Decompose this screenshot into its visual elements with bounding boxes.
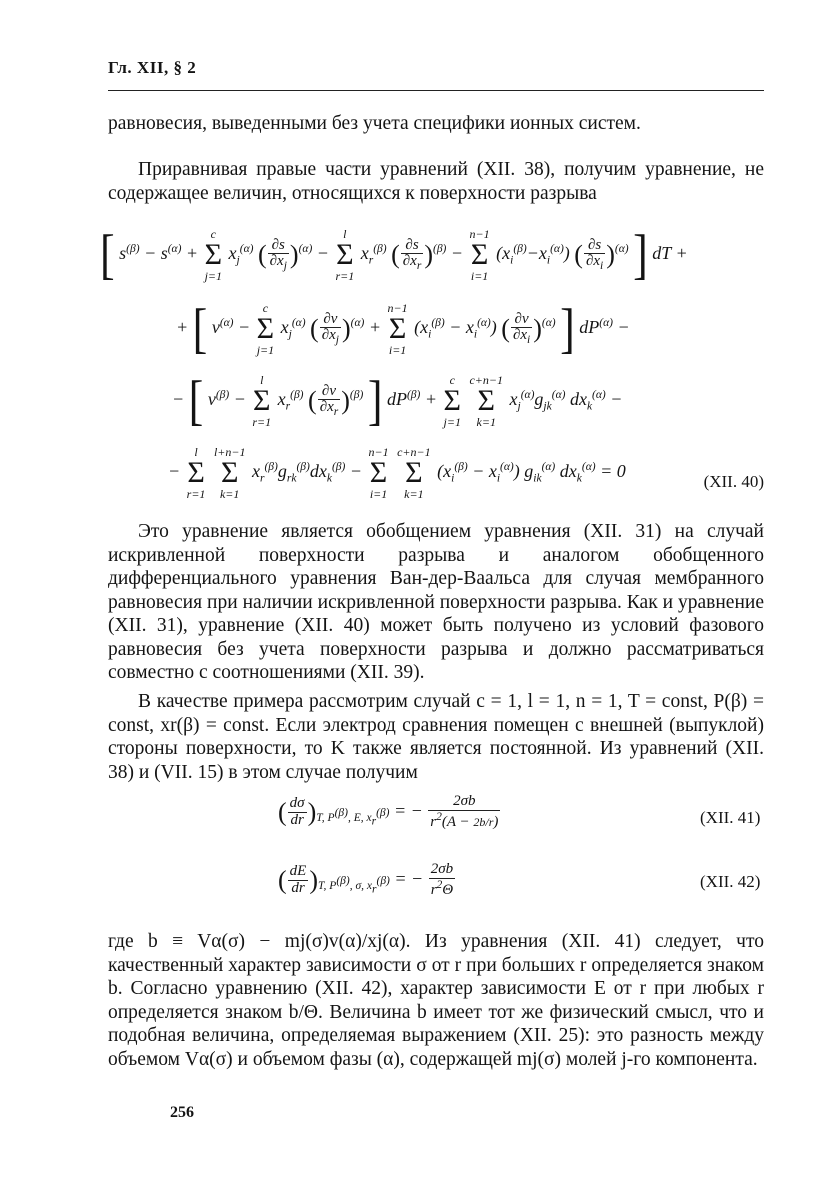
equation-xii-41: ( $\frac{d\sigma}{dr}$ )$_{T, P^{(\beta)}, E, x_r^{(\beta)}}$ = − $\frac{2\sigma b}{r^2(A - 2b/r)}$ [278,793,499,830]
header-rule [108,90,764,91]
equation-40-line-4: − l Σ r=1 l+n−1 Σ k=1 $x_r^{(\beta)}g_{rk}^{(\beta)}dx_k^{(\beta)}$ − n−1 Σ i=1 c+n−1 Σ k=1 $(x_i^{(\beta)} - x_i^{(\alpha)})$ $g_{ik}^{(\alpha)}$ $dx_k^{(\alpha)} = 0$ [168,445,626,501]
paragraph-4: В качестве примера рассмотрим случай c = 1, l = 1, n = 1, T = const, P(β) = const, xr(β) = const. Если электрод сравнения помещен с внешней (выпуклой) стороны поверхности, то K также является постоянной. Из уравнений (XII. 38) и (VII. 15) в этом случае получим [108,691,764,783]
equation-xii-42: ( $\frac{dE}{dr}$ )$_{T, P^{(\beta)}, \sigma, x_r^{(\beta)}}$ = − $\frac{2\sigma b}{r^2\Theta}$ [278,861,454,898]
equation-number-42: (XII. 42) [700,872,761,891]
paragraph-3: Это уравнение является обобщением уравнения (XII. 31) на случай искривленной поверхности разрыва и аналогом обобщенного дифференциального уравнения Ван-дер-Ваальса для случая мембранного равновесия при наличии искривленной поверхности разрыва. Как и уравнение (XII. 31), уравнение (XII. 40) может быть получено из условий фазового равновесия без учета поверхности разрыва и должно рассматриваться совместно с соотношениями (XII. 39). [108,521,764,683]
paragraph-2: Приравнивая правые части уравнений (XII. 38), получим уравнение, не содержащее величин, относящихся к поверхности разрыва [108,159,764,204]
paragraph-5: где b ≡ Vα(σ) − mj(σ)v(α)/xj(α). Из уравнения (XII. 41) следует, что качественный характер зависимости σ от r при больших r определяется знаком b. Согласно уравнению (XII. 42), характер зависимости E от r при любых r определяется знаком b/Θ. Величина b имеет тот же физический смысл, что и подобная величина, определяемая выражением (XII. 25): это разность между объемом Vα(σ) и объемом фазы (α), содержащей mj(σ) молей j-го компонента. [108,931,764,1070]
equation-number-40: (XII. 40) [703,472,764,491]
equation-40-line-1: [ $s^{(\beta)} - s^{(\alpha)}$ + c Σ j=1 $x_j^{(\alpha)}$ ( $\frac{\partial s}{\partial x_j}$ )$^{(\alpha)}$ − l Σ r=1 $x_r^{(\beta)}$ ( $\frac{\partial s}{\partial x_r}$ )$^{(\beta)}$ − n−1 Σ i=1 $(x_i^{(\beta)}-x_i^{(\alpha)})$ ( $\frac{\partial s}{\partial x_i}$ )$^{(\alpha)}$ ] dT + [100,223,688,285]
running-head: Гл. XII, § 2 [108,58,197,77]
equation-xii-40 [100,224,770,524]
equation-40-line-2: + [ $v^{(\alpha)}$ − c Σ j=1 $x_j^{(\alpha)}$ ( $\frac{\partial v}{\partial x_j}$ )$^{(\alpha)}$ + n−1 Σ i=1 $(x_i^{(\beta)} - x_i^{(\alpha)})$ ( $\frac{\partial v}{\partial x_i}$ )$^{(\alpha)}$ ] $dP^{(\alpha)}$ − [176,297,630,359]
equation-40-line-3: − [ $v^{(\beta)}$ − l Σ r=1 $x_r^{(\beta)}$ ( $\frac{\partial v}{\partial x_r}$ )$^{(\beta)}$ ] $dP^{(\beta)}$ + c Σ j=1 c+n−1 Σ k=1 $x_j^{(\alpha)}g_{jk}^{(\alpha)}$ $dx_k^{(\alpha)}$ − [172,369,623,431]
equation-number-41: (XII. 41) [700,808,761,827]
paragraph-1: равновесия, выведенными без учета специфики ионных систем. [108,113,641,134]
page-number: 256 [170,1104,194,1121]
